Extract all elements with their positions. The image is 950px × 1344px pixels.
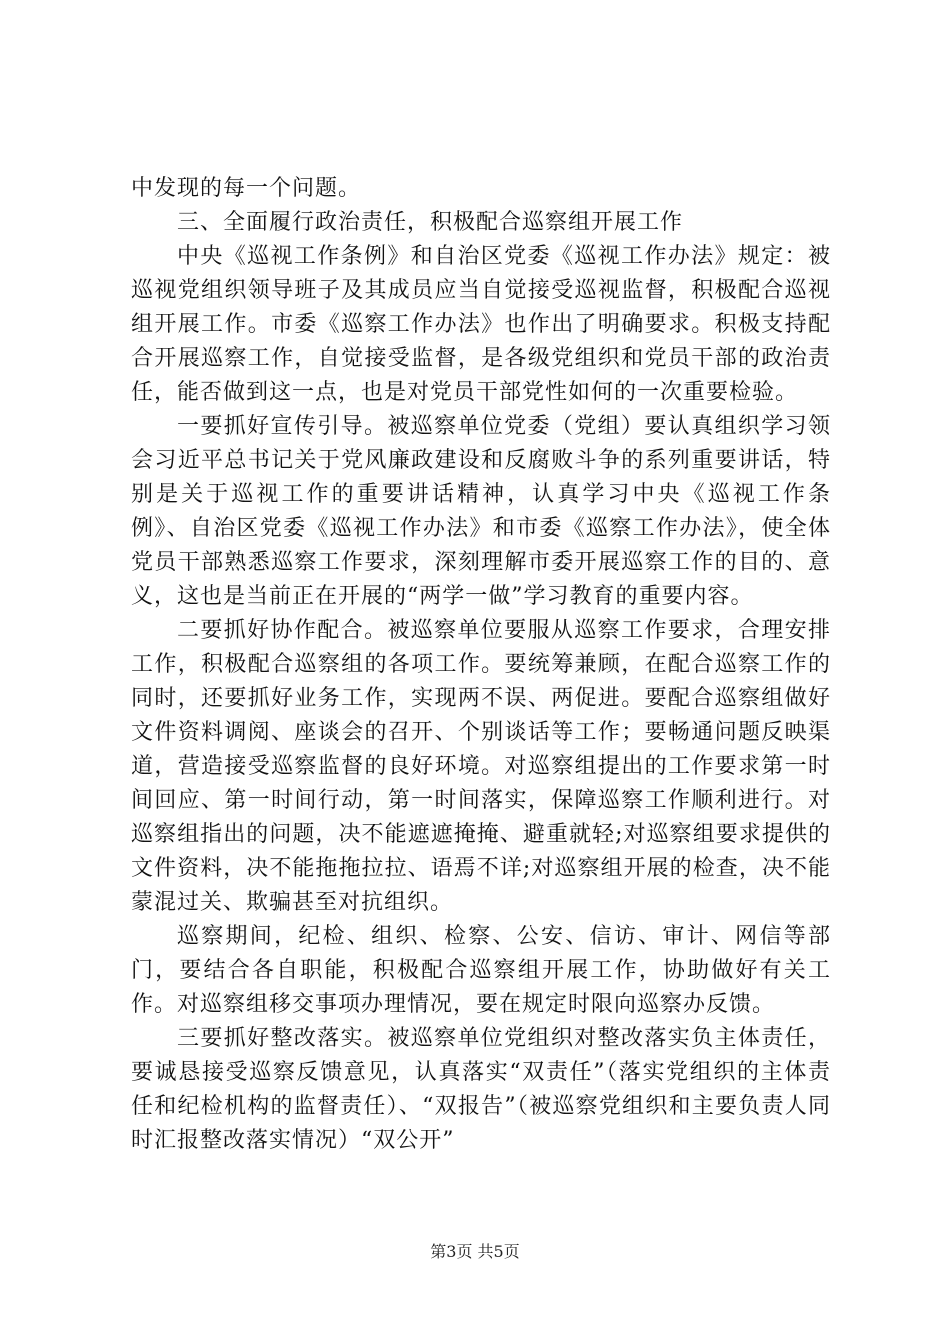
paragraph: 二要抓好协作配合。被巡察单位要服从巡察工作要求，合理安排工作，积极配合巡察组的各项工作。要统筹兼顾，在配合巡察工作的同时，还要抓好业务工作，实现两不误、两促进。要配合巡察组做好文件资料调阅、座谈会的召开、个别谈话等工作；要畅通问题反映渠道，营造接受巡察监督的良好环境。对巡察组提出的工作要求第一时间回应、第一时间行动，第一时间落实，保障巡察工作顺利进行。对巡察组指出的问题，决不能遮遮掩掩、避重就轻;对巡察组要求提供的文件资料，决不能拖拖拉拉、语焉不详;对巡察组开展的检查，决不能蒙混过关、欺骗甚至对抗组织。 (131, 618, 831, 915)
paragraph: 巡察期间，纪检、组织、检察、公安、信访、审计、网信等部门，要结合各自职能，积极配合巡察组开展工作，协助做好有关工作。对巡察组移交事项办理情况，要在规定时限向巡察办反馈。 (131, 924, 831, 1017)
section-heading: 三、全面履行政治责任，积极配合巡察组开展工作 (177, 210, 684, 235)
page-footer: 第3页 共5页 (430, 1242, 520, 1261)
document-body (131, 172, 831, 1158)
paragraph: 中央《巡视工作条例》和自治区党委《巡视工作办法》规定：被巡视党组织领导班子及其成员应当自觉接受巡视监督，积极配合巡视组开展工作。市委《巡察工作办法》也作出了明确要求。积极支持配合开展巡察工作，自觉接受监督，是各级党组织和党员干部的政治责任，能否做到这一点，也是对党员干部党性如何的一次重要检验。 (131, 244, 831, 405)
paragraph: 中发现的每一个问题。 (131, 176, 362, 201)
paragraph: 一要抓好宣传引导。被巡察单位党委（党组）要认真组织学习领会习近平总书记关于党风廉政建设和反腐败斗争的系列重要讲话，特别是关于巡视工作的重要讲话精神，认真学习中央《巡视工作条例》、自治区党委《巡视工作办法》和市委《巡察工作办法》，使全体党员干部熟悉巡察工作要求，深刻理解市委开展巡察工作的目的、意义，这也是当前正在开展的“两学一做”学习教育的重要内容。 (131, 414, 831, 609)
paragraph: 三要抓好整改落实。被巡察单位党组织对整改落实负主体责任，要诚恳接受巡察反馈意见，认真落实“双责任”（落实党组织的主体责任和纪检机构的监督责任）、“双报告”（被巡察党组织和主要负责人同时汇报整改落实情况）“双公开” (131, 1026, 831, 1153)
